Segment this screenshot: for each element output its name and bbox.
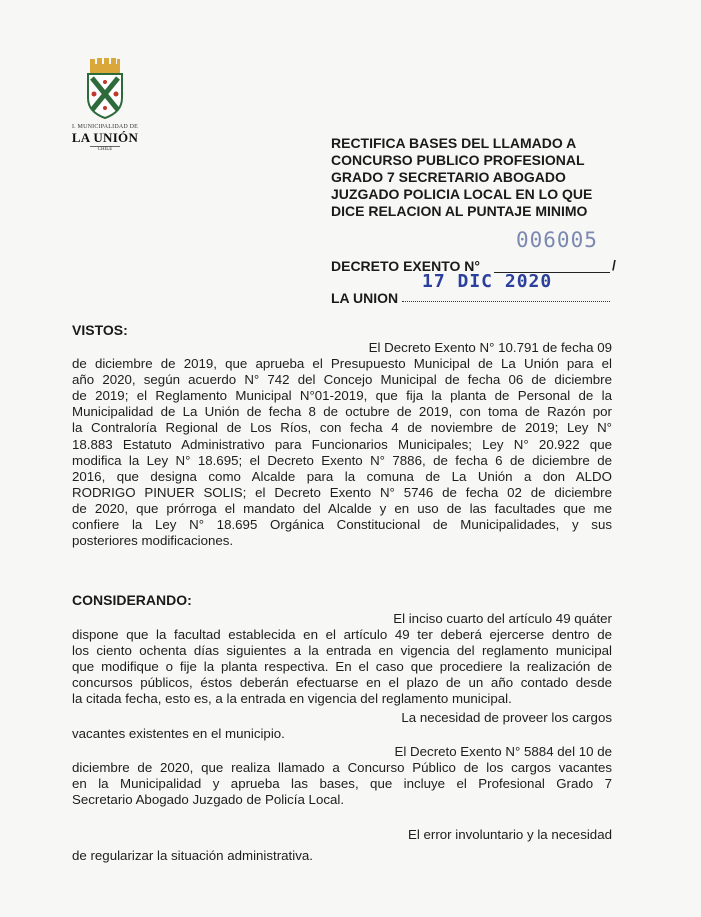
text-line: modifica la Ley N° 18.695; el Decreto Exento N° 7886, de fecha 6 de diciembre de (72, 452, 612, 468)
decree-number-slash: / (612, 257, 616, 273)
text-line: concursos públicos, éstos deberán efectuarse en el plazo de un año contado desde (72, 675, 612, 691)
text-line: Secretario Abogado Juzgado de Policía Local. (72, 792, 345, 808)
text-line: El Decreto Exento N° 10.791 de fecha 09 (368, 340, 612, 355)
municipality-logo (60, 58, 150, 152)
text-line: El error involuntario y la necesidad (408, 827, 612, 842)
considerando-paragraph-2 (72, 710, 612, 742)
title-line: GRADO 7 SECRETARIO ABOGADO (331, 169, 566, 185)
text-line: que modifique o fije la planta respectiva. En el caso que procediere la realización de (72, 659, 612, 675)
text-line: de 2020, que prórroga el mandato del Alcalde y en uso de las facultades que me (72, 500, 612, 516)
text-line: El inciso cuarto del artículo 49 quáter (393, 611, 612, 626)
text-line: la Contraloría Regional de Los Ríos, con fecha 4 de noviembre de 2019; Ley N° (72, 420, 612, 436)
decree-number-label: DECRETO EXENTO N° (331, 258, 480, 274)
text-line: Municipalidad de La Unión de fecha 8 de octubre de 2019, con toma de Razón por (72, 404, 612, 420)
text-line: La necesidad de proveer los cargos (401, 710, 612, 725)
text-line: 2016, que designa como Alcalde para la comuna de La Unión a don ALDO (72, 468, 612, 484)
logo-caption-name: LA UNIÓN (71, 130, 139, 145)
vistos-paragraph (72, 340, 612, 549)
text-line: posteriores modificaciones. (72, 533, 234, 549)
text-line: 18.883 Estatuto Administrativo para Funcionarios Municipales; Ley N° 20.922 que (72, 436, 612, 452)
text-line: en la Municipalidad y aprueba las bases, que incluye el Profesional Grado 7 (72, 776, 612, 792)
considerando-paragraph-1 (72, 611, 612, 708)
considerando-paragraph-3 (72, 744, 612, 808)
text-line: El Decreto Exento N° 5884 del 10 de (394, 744, 612, 759)
text-line: los ciento ochenta días siguientes a la entrada en vigencia del reglamento municipal (72, 643, 612, 659)
city-dotted-line (402, 301, 610, 302)
city-label: LA UNION (331, 290, 399, 306)
text-line: dispone que la facultad establecida en el artículo 49 ter deberá ejercerse dentro de (72, 627, 612, 643)
stamped-date: 17 DIC 2020 (422, 271, 553, 292)
text-line: diciembre de 2020, que realiza llamado a Concurso Público de los cargos vacantes (72, 760, 612, 776)
title-line: DICE RELACION AL PUNTAJE MINIMO (331, 203, 588, 219)
considerando-paragraph-4 (72, 827, 612, 864)
text-line: vacantes existentes en el municipio. (72, 726, 285, 742)
stamped-decree-number: 006005 (516, 228, 598, 252)
title-line: JUZGADO POLICIA LOCAL EN LO QUE (331, 186, 593, 202)
text-line: de diciembre de 2019, que aprueba el Presupuesto Municipal de La Unión para el (72, 356, 612, 372)
vistos-heading: VISTOS: (72, 322, 128, 338)
text-line: de 2019; el Reglamento Municipal N°01-2019, que fija la planta de Personal de la (72, 388, 612, 404)
coat-of-arms-icon (82, 58, 128, 120)
text-line: la citada fecha, esto es, a la entrada en vigencia del reglamento municipal. (72, 691, 512, 707)
title-line: CONCURSO PUBLICO PROFESIONAL (331, 152, 585, 168)
logo-caption-country: CHILE (90, 146, 120, 152)
title-line: RECTIFICA BASES DEL LLAMADO A (331, 135, 577, 151)
text-line: RODRIGO PINUER SOLIS; el Decreto Exento N° 5746 de fecha 02 de diciembre (72, 484, 612, 500)
text-line: confiere la Ley N° 18.695 Orgánica Constitucional de Municipalidades, y sus (72, 517, 612, 533)
decree-title (331, 135, 631, 220)
considerando-heading: CONSIDERANDO: (72, 592, 192, 608)
logo-caption-small: I. MUNICIPALIDAD DE (71, 124, 139, 130)
text-line: de regularizar la situación administrativa. (72, 848, 313, 864)
text-line: año 2020, según acuerdo N° 742 del Concejo Municipal de fecha 06 de diciembre (72, 372, 612, 388)
